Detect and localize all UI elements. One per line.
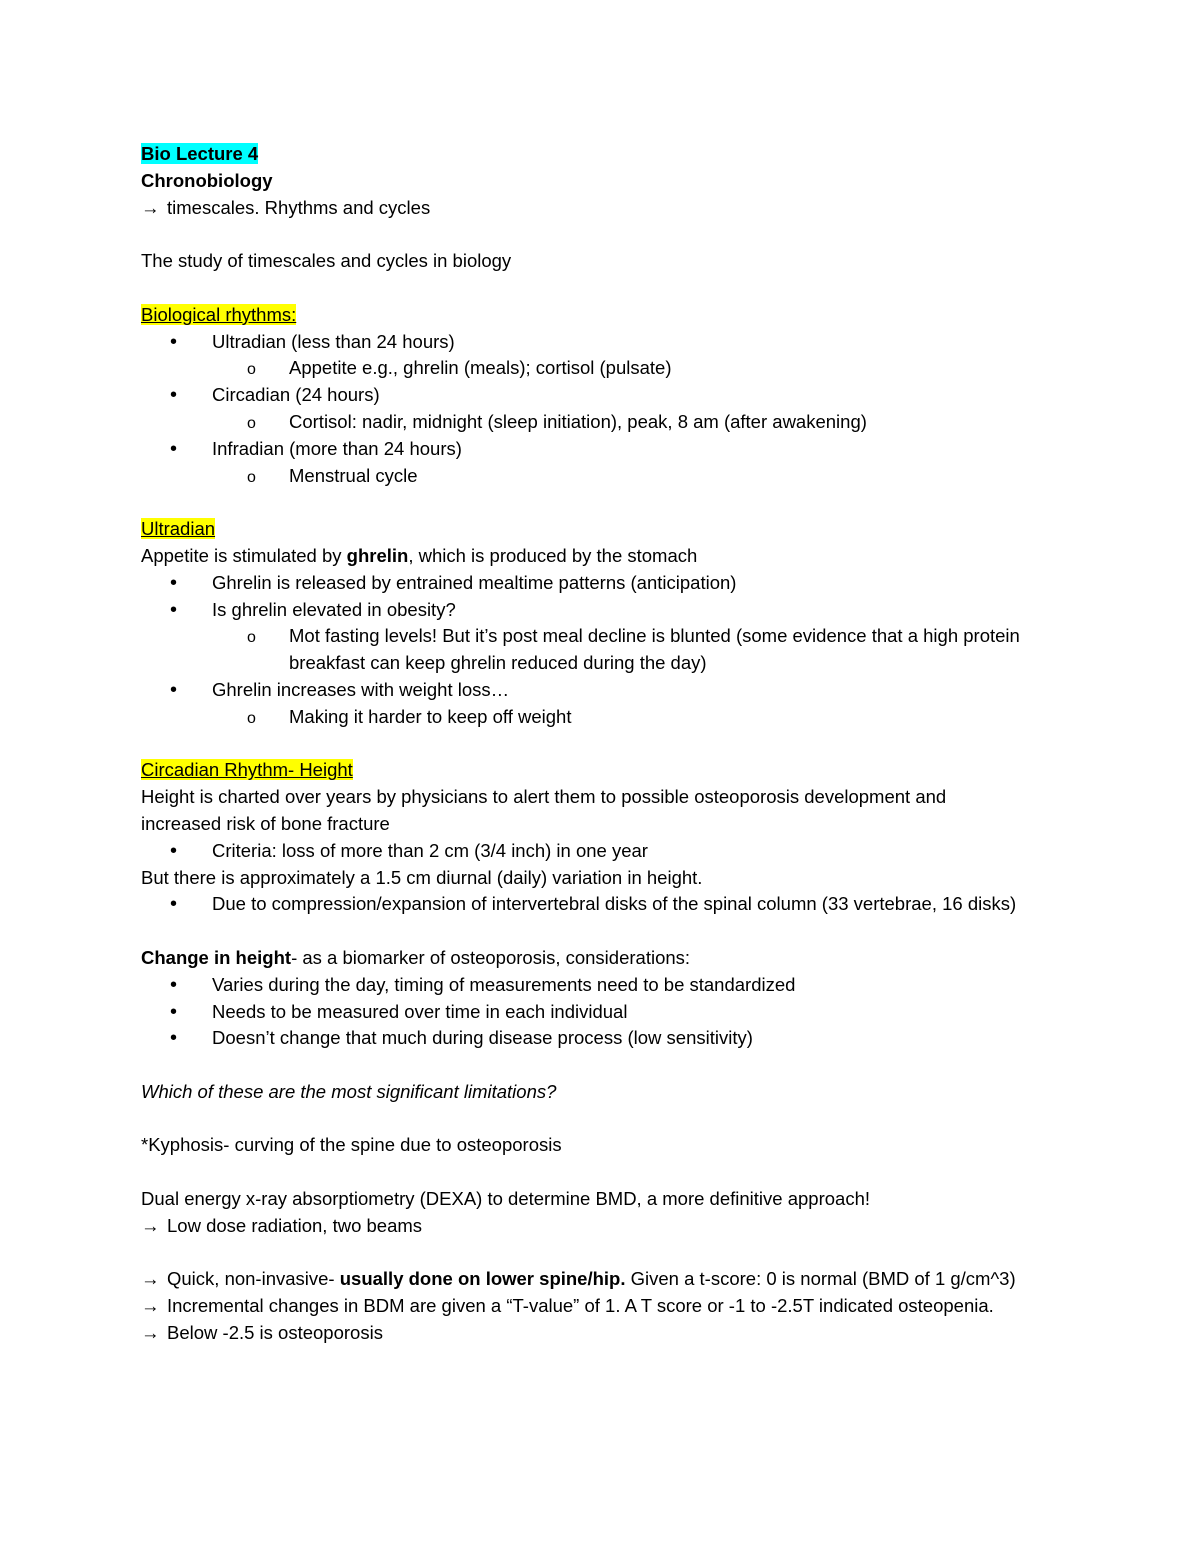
dexa-intro: Dual energy x-ray absorptiometry (DEXA) to determine BMD, a more definitive approach! <box>141 1188 870 1210</box>
height-intro: Height is charted over years by physicians to alert them to possible osteoporosis development and increased risk of bone fracture <box>141 786 947 834</box>
list-item: • Criteria: loss of more than 2 cm (3/4 inch) in one year <box>141 838 1061 865</box>
lecture-title: Bio Lecture 4 <box>141 143 259 164</box>
arrow-icon: → <box>141 1295 160 1317</box>
ultradian-heading-line <box>141 516 1061 543</box>
bullet-icon <box>170 677 212 704</box>
bullet-icon <box>170 382 212 409</box>
list-item: • Ghrelin is released by entrained mealtime patterns (anticipation) <box>141 570 1061 597</box>
list-item: • Is ghrelin elevated in obesity? <box>141 597 1061 624</box>
list-item: o Mot fasting levels! But it’s post meal decline is blunted (some evidence that a high protein breakfast can keep ghrelin reduced during the day) <box>141 623 1061 677</box>
bullet-icon <box>170 597 212 624</box>
list-item: • Due to compression/expansion of intervertebral disks of the spinal column (33 vertebrae, 16 disks) <box>141 891 1061 918</box>
ultradian-heading: Ultradian <box>141 518 216 540</box>
sub-bullet-icon <box>247 704 289 731</box>
height-variation: But there is approximately a 1.5 cm diurnal (daily) variation in height. <box>141 866 703 888</box>
list-item: o Menstrual cycle <box>141 463 1061 490</box>
biological-rhythms-heading-line <box>141 302 1061 329</box>
dexa-arrow-line: → Below -2.5 is osteoporosis <box>141 1320 1061 1347</box>
bullet-icon <box>170 1025 212 1052</box>
sub-bullet-icon <box>247 409 289 436</box>
list-item: • Ghrelin increases with weight loss… <box>141 677 1061 704</box>
list-item: • Circadian (24 hours) <box>141 382 1061 409</box>
intro-arrow-line <box>141 195 1061 222</box>
list-item: o Cortisol: nadir, midnight (sleep initiation), peak, 8 am (after awakening) <box>141 409 1061 436</box>
list-item: o Appetite e.g., ghrelin (meals); cortisol (pulsate) <box>141 355 1061 382</box>
intro-arrow-text: timescales. Rhythms and cycles <box>167 196 431 218</box>
list-item: • Doesn’t change that much during disease process (low sensitivity) <box>141 1025 1061 1052</box>
biological-rhythms-heading: Biological rhythms: <box>141 303 297 325</box>
dexa-arrow-line: → Low dose radiation, two beams <box>141 1213 1061 1240</box>
list-item: • Needs to be measured over time in each individual <box>141 999 1061 1026</box>
bullet-icon <box>170 329 212 356</box>
list-item: • Varies during the day, timing of measurements need to be standardized <box>141 972 1061 999</box>
limitations-question: Which of these are the most significant limitations? <box>141 1080 557 1102</box>
subtitle: Chronobiology <box>141 169 273 191</box>
list-item: • Infradian (more than 24 hours) <box>141 436 1061 463</box>
dexa-arrow-line: → Incremental changes in BDM are given a “T-value” of 1. A T score or -1 to -2.5T indicated osteopenia. <box>141 1293 1061 1320</box>
kyphosis-note: *Kyphosis- curving of the spine due to osteoporosis <box>141 1134 562 1156</box>
list-item: o Making it harder to keep off weight <box>141 704 1061 731</box>
ultradian-intro: Appetite is stimulated by ghrelin, which is produced by the stomach <box>141 544 698 566</box>
arrow-icon: → <box>141 1214 160 1236</box>
height-heading-line <box>141 757 1061 784</box>
arrow-icon: → <box>141 1268 160 1290</box>
title-line <box>141 141 1061 168</box>
sub-bullet-icon <box>247 463 289 490</box>
dexa-arrow-line: → Quick, non-invasive- usually done on lower spine/hip. Given a t-score: 0 is normal (BMD of 1 g/cm^3) <box>141 1266 1061 1293</box>
document-page <box>141 141 1061 1347</box>
arrow-icon: → <box>141 1322 160 1344</box>
change-heading: Change in height- as a biomarker of osteoporosis, considerations: <box>141 946 691 968</box>
bullet-icon <box>170 436 212 463</box>
list-item: • Ultradian (less than 24 hours) <box>141 329 1061 356</box>
bullet-icon <box>170 838 212 865</box>
bullet-icon <box>170 999 212 1026</box>
height-heading: Circadian Rhythm- Height <box>141 759 353 781</box>
sub-bullet-icon <box>247 623 289 677</box>
bullet-icon <box>170 570 212 597</box>
bullet-icon <box>170 891 212 918</box>
arrow-icon: → <box>141 196 160 218</box>
definition: The study of timescales and cycles in biology <box>141 250 512 272</box>
bullet-icon <box>170 972 212 999</box>
sub-bullet-icon <box>247 355 289 382</box>
